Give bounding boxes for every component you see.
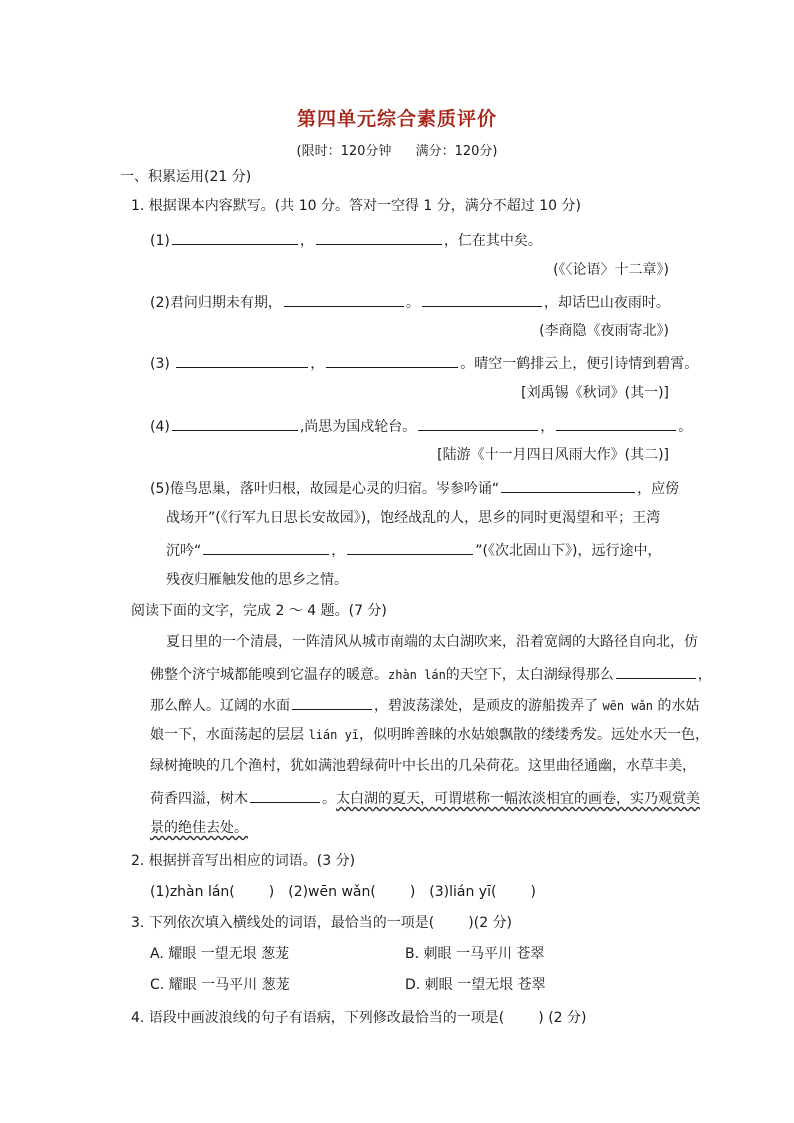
answer-blank[interactable] [616, 663, 696, 679]
page-title: 第四单元综合素质评价 [296, 108, 497, 130]
answer-blank[interactable] [292, 694, 372, 710]
q1-item-3-source: [刘禹锡《秋词》(其一)] [521, 385, 669, 401]
full-score: 满分：120分) [415, 144, 498, 159]
reading-line-1: 夏日里的一个清晨，一阵清风从城市南端的太白湖吹来，沿着宽阔的大路径自向北，仿 [166, 634, 698, 650]
answer-blank[interactable] [422, 291, 542, 307]
answer-blank[interactable] [284, 291, 404, 307]
reading-line-6: 荷香四溢，树木 。太白湖的夏天，可谓堪称一幅浓淡相宜的画卷，实乃观赏美 [150, 787, 700, 809]
q2-blanks: (1)zhàn lán( ) (2)wēn wǎn( ) (3)lián yī( ) [150, 884, 536, 900]
answer-blank[interactable] [316, 229, 442, 245]
q1-item-2: (2)君问归期未有期， 。 ，却话巴山夜雨时。 [150, 291, 670, 313]
q1-item-5-line2: 战场开”(《行军九日思长安故园》)，饱经战乱的人，思乡的同时更渴望和平；王湾 [166, 510, 661, 526]
q3-options-row2 [150, 975, 546, 995]
answer-blank[interactable] [203, 539, 329, 555]
q1-item-1: (1) ， ，仁在其中矣。 [150, 229, 542, 251]
reading-line-7 [150, 818, 248, 838]
q1-item-4: (4) ,尚思为国戍轮台。 ， 。 [150, 415, 692, 437]
answer-blank[interactable] [176, 352, 308, 368]
q2-stem: 2. 根据拼音写出相应的词语。(3 分) [131, 853, 356, 869]
answer-blank[interactable] [418, 415, 538, 431]
q4-stem: 4. 语段中画波浪线的句子有语病，下列修改最恰当的一项是( ) (2 分) [131, 1010, 587, 1026]
answer-blank[interactable] [347, 539, 473, 555]
q1-item-5-line1: (5)倦鸟思巢，落叶归根，故园是心灵的归宿。岑参吟诵“ ，应傍 [150, 477, 679, 499]
q1-item-4-source: [陆游《十一月四日风雨大作》(其二)] [437, 447, 669, 463]
option-c[interactable]: C. 耀眼 一马平川 葱茏 [150, 977, 290, 993]
q1-item-5-line3: 沉吟“ ， ”(《次北固山下》)，远行途中， [166, 539, 661, 561]
reading-line-2: 佛整个济宁城都能嗅到它温存的暖意。zhàn lán的天空下，太白湖绿得那么 ， [150, 663, 712, 685]
answer-blank[interactable] [501, 477, 635, 493]
exam-meta [0, 140, 794, 159]
q3-stem: 3. 下列依次填入横线处的词语，最恰当的一项是( )(2 分) [131, 915, 513, 931]
answer-blank[interactable] [172, 229, 298, 245]
wavy-underlined-sentence: 太白湖的夏天，可谓堪称一幅浓淡相宜的画卷，实乃观赏美 [336, 791, 700, 807]
time-limit: (限时：120分钟 [296, 144, 392, 159]
reading-line-4: 娘一下，水面荡起的层层 lián yī，似明眸善睐的水姑娘飘散的缕缕秀发。远处水天一色， [150, 727, 710, 743]
reading-line-3: 那么醉人。辽阔的水面 ，碧波荡漾处，是顽皮的游船拨弄了 wēn wǎn 的水姑 [150, 694, 699, 716]
q1-item-5-line4: 残夜归雁触发他的思乡之情。 [166, 572, 348, 588]
reading-intro: 阅读下面的文字，完成 2 ～ 4 题。(7 分) [131, 603, 387, 619]
option-b[interactable]: B. 刺眼 一马平川 苍翠 [405, 946, 545, 962]
option-d[interactable]: D. 刺眼 一望无垠 苍翠 [405, 977, 546, 993]
q1-item-2-source: (李商隐《夜雨寄北》) [539, 323, 669, 339]
answer-blank[interactable] [326, 352, 458, 368]
q1-item-1-source: (《〈论语〉十二章》) [553, 262, 669, 278]
answer-blank[interactable] [172, 415, 298, 431]
wavy-underlined-sentence: 景的绝佳去处。 [150, 820, 248, 836]
q3-options-row1 [150, 944, 544, 964]
reading-line-5: 绿树掩映的几个渔村，犹如满池碧绿荷叶中长出的几朵荷花。这里曲径通幽，水草丰美， [150, 758, 696, 774]
section-heading: 一、积累运用(21 分) [120, 169, 252, 185]
q1-stem: 1. 根据课本内容默写。(共 10 分。答对一空得 1 分，满分不超过 10 分) [131, 198, 581, 214]
answer-blank[interactable] [250, 787, 320, 803]
q1-item-3: (3) ， 。晴空一鹤排云上，便引诗情到碧霄。 [150, 352, 698, 374]
answer-blank[interactable] [556, 415, 676, 431]
option-a[interactable]: A. 耀眼 一望无垠 葱茏 [150, 946, 290, 962]
